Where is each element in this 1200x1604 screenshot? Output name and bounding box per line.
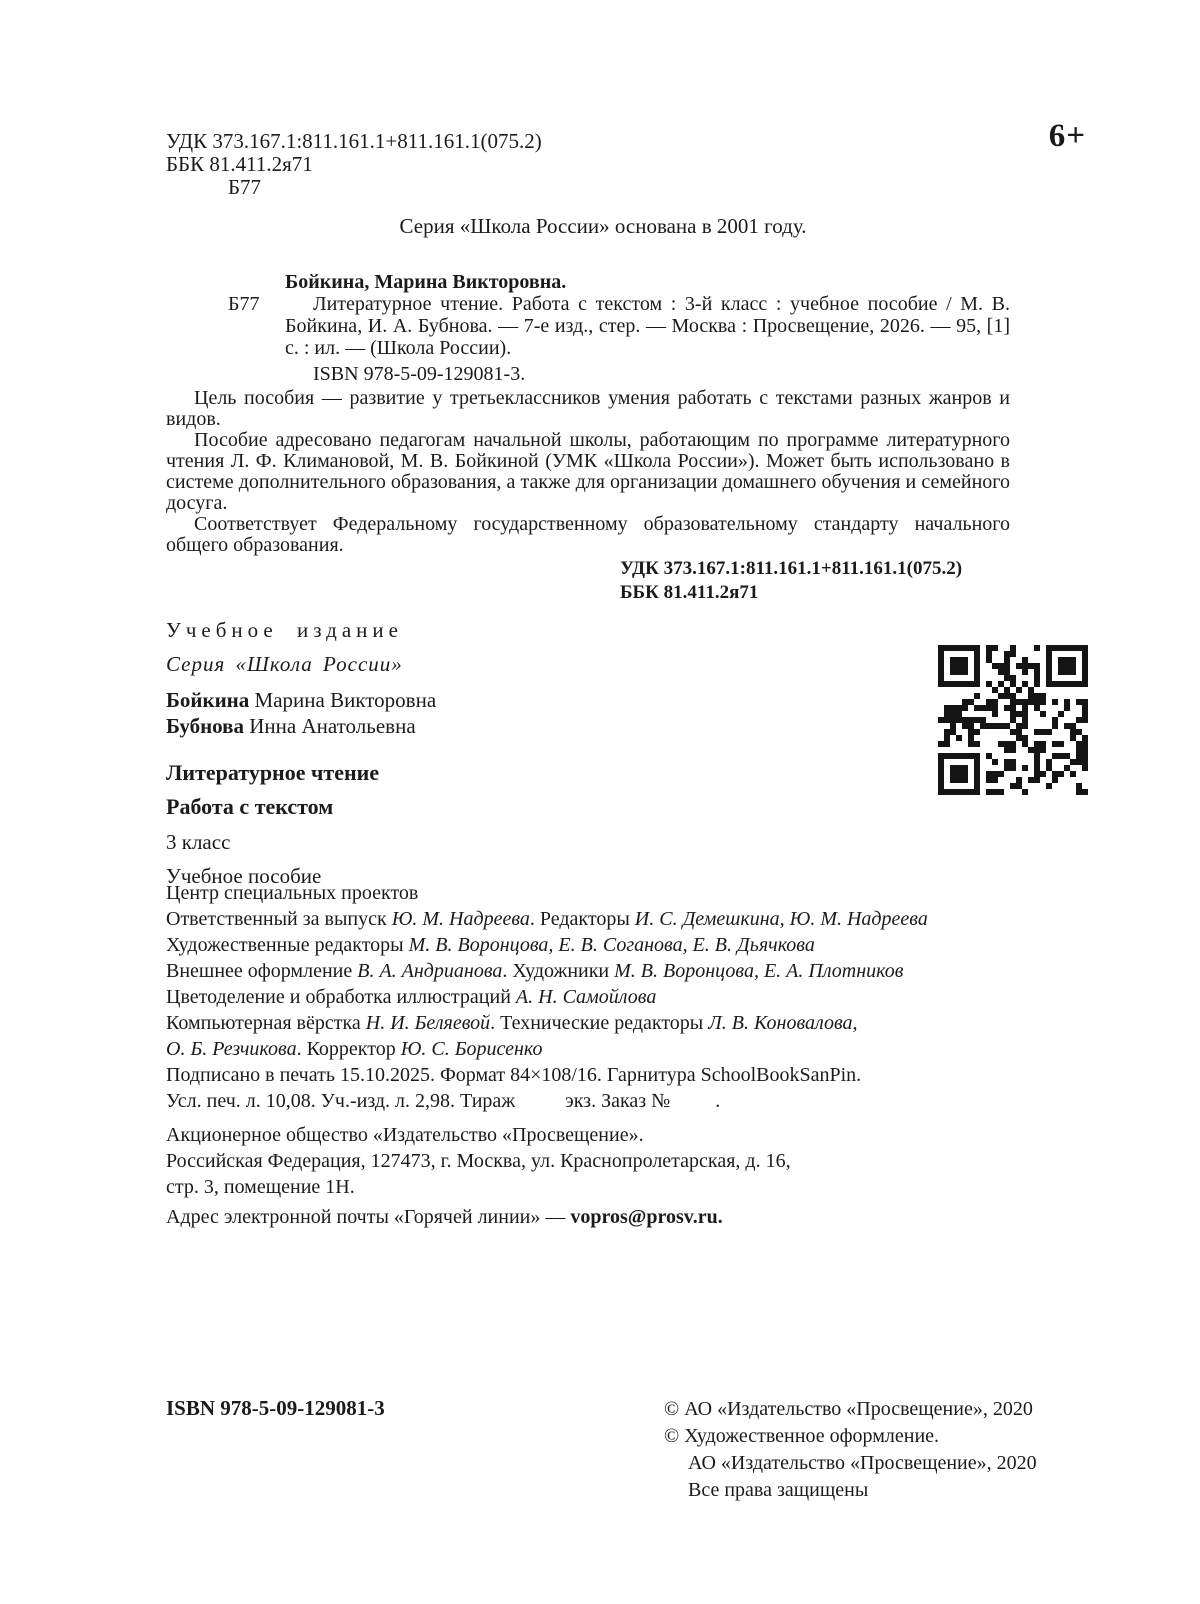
credit-role-text: . Редакторы xyxy=(529,908,635,930)
publisher-building: стр. 3, помещение 1Н. xyxy=(166,1176,355,1198)
classification-block xyxy=(166,130,542,199)
author-1-name: Марина Викторовна xyxy=(249,688,437,712)
bbk-code-repeat: ББК 81.411.2я71 xyxy=(620,582,759,603)
udk-code-repeat: УДК 373.167.1:811.161.1+811.161.1(075.2) xyxy=(620,558,963,579)
udk-code: УДК 373.167.1:811.161.1+811.161.1(075.2) xyxy=(166,129,542,153)
credit-role-text: Художественные редакторы xyxy=(166,934,409,956)
annotation-paragraph-goal: Цель пособия — развитие у третьеклассников умения работать с текстами разных жанров и видов. xyxy=(166,387,1010,430)
edition-kind: Учебное издание xyxy=(166,618,403,642)
publisher-street: Российская Федерация, 127473, г. Москва, ул. Краснопролетарская, д. 16, xyxy=(166,1150,791,1172)
edition-author-1 xyxy=(166,688,436,713)
production-credits xyxy=(166,880,1046,1062)
credit-line xyxy=(166,880,1046,906)
publisher-name: Акционерное общество «Издательство «Просвещение». xyxy=(166,1124,644,1146)
print-details xyxy=(166,1062,1046,1114)
credit-role-text: Внешнее оформление xyxy=(166,960,358,982)
copyright-line-rights: Все права защищены xyxy=(688,1479,869,1501)
author-2-name: Инна Анатольевна xyxy=(244,714,416,738)
print-volume-line: Усл. печ. л. 10,08. Уч.-изд. л. 2,98. Тираж экз. Заказ № . xyxy=(166,1090,721,1112)
qr-code-image xyxy=(938,645,1088,795)
annotation-paragraph-audience: Пособие адресовано педагогам начальной школы, работающим по программе литературного чтения Л. Ф. Климановой, М. В. Бойкиной (УМК «Школа России»). Может быть использовано в системе дополнительного образования, а также для организации домашнего обучения и семейного досуга. xyxy=(166,429,1010,514)
credit-line xyxy=(166,906,1046,932)
credit-role-text: Ответственный за выпуск xyxy=(166,908,392,930)
annotation-paragraph-standard: Соответствует Федеральному государственному образовательному стандарту начального общего образования. xyxy=(166,513,1010,556)
credit-line xyxy=(166,1036,1046,1062)
edition-series: Серия «Школа России» xyxy=(166,652,403,676)
credit-person-name: Ю. М. Надреева xyxy=(391,908,530,930)
credit-person-name: О. Б. Резчикова xyxy=(166,1038,297,1060)
credit-line xyxy=(166,1010,1046,1036)
credit-line xyxy=(166,984,1046,1010)
copyright-line-design: © Художественное оформление. xyxy=(664,1425,940,1447)
credit-role-text: Цветоделение и обработка иллюстраций xyxy=(166,986,516,1008)
classification-repeat-block xyxy=(620,557,962,605)
catalog-card-description: Литературное чтение. Работа с текстом : 3-й класс : учебное пособие / М. В. Бойкина, И. А. Бубнова. — 7-е изд., стер. — Москва : Просвещение, 2026. — 95, [1] с. : ил. — (Школа России). xyxy=(285,293,1010,359)
edition-author-2 xyxy=(166,714,416,739)
credit-person-name: М. В. Воронцова, Е. А. Плотников xyxy=(614,960,904,982)
author-1-surname: Бойкина xyxy=(166,688,250,712)
hotline-email-suffix: . xyxy=(717,1206,723,1228)
annotation-block xyxy=(166,388,1010,556)
hotline-email-prefix: Адрес электронной почты «Горячей линии» — xyxy=(166,1206,571,1228)
credit-person-name: М. В. Воронцова, Е. В. Соганова, Е. В. Дьячкова xyxy=(408,934,815,956)
credit-role-text: . Корректор xyxy=(296,1038,401,1060)
credit-line xyxy=(166,932,1046,958)
qr-code xyxy=(938,645,1088,795)
credit-line xyxy=(166,958,1046,984)
author-2-surname: Бубнова xyxy=(166,714,245,738)
publisher-address xyxy=(166,1122,1046,1200)
copyright-line-publisher: © АО «Издательство «Просвещение», 2020 xyxy=(664,1398,1033,1420)
catalog-card xyxy=(228,271,1010,385)
grade-label: 3 класс xyxy=(166,830,231,854)
credit-person-name: И. С. Демешкина, Ю. М. Надреева xyxy=(634,908,928,930)
footer-isbn: ISBN 978-5-09-129081-3 xyxy=(166,1396,385,1420)
credit-person-name: Л. В. Коновалова, xyxy=(708,1012,858,1034)
book-title-line-1: Литературное чтение xyxy=(166,760,380,785)
credit-person-name: Н. И. Беляевой xyxy=(365,1012,491,1034)
credit-person-name: Ю. С. Борисенко xyxy=(400,1038,543,1060)
copyright-line-design-publisher: АО «Издательство «Просвещение», 2020 xyxy=(688,1452,1037,1474)
hotline-email-line xyxy=(166,1206,1046,1229)
credit-person-name: В. А. Андрианова xyxy=(357,960,503,982)
copyright-block xyxy=(664,1396,1104,1504)
credit-role-text: . Художники xyxy=(502,960,615,982)
catalog-card-author: Бойкина, Марина Викторовна. xyxy=(285,271,567,293)
book-title-line-2: Работа с текстом xyxy=(166,794,334,819)
catalog-card-isbn: ISBN 978-5-09-129081-3. xyxy=(313,363,526,385)
print-date-format-line: Подписано в печать 15.10.2025. Формат 84×108/16. Гарнитура SchoolBookSanPin. xyxy=(166,1064,862,1086)
edition-subtitle: Учебное пособие xyxy=(166,864,322,888)
series-founding-note: Серия «Школа России» основана в 2001 году. xyxy=(399,214,807,238)
credit-role-text: . Технические редакторы xyxy=(490,1012,709,1034)
age-rating-badge: 6+ xyxy=(1048,118,1086,154)
catalog-card-code: Б77 xyxy=(228,293,260,315)
hotline-email-address: vopros@prosv.ru xyxy=(570,1206,718,1228)
bbk-code: ББК 81.411.2я71 xyxy=(166,152,313,176)
credit-role-text: Центр специальных проектов xyxy=(166,882,419,904)
credit-person-name: А. Н. Самойлова xyxy=(515,986,657,1008)
credit-role-text: Компьютерная вёрстка xyxy=(166,1012,366,1034)
author-sign-code: Б77 xyxy=(228,175,262,199)
